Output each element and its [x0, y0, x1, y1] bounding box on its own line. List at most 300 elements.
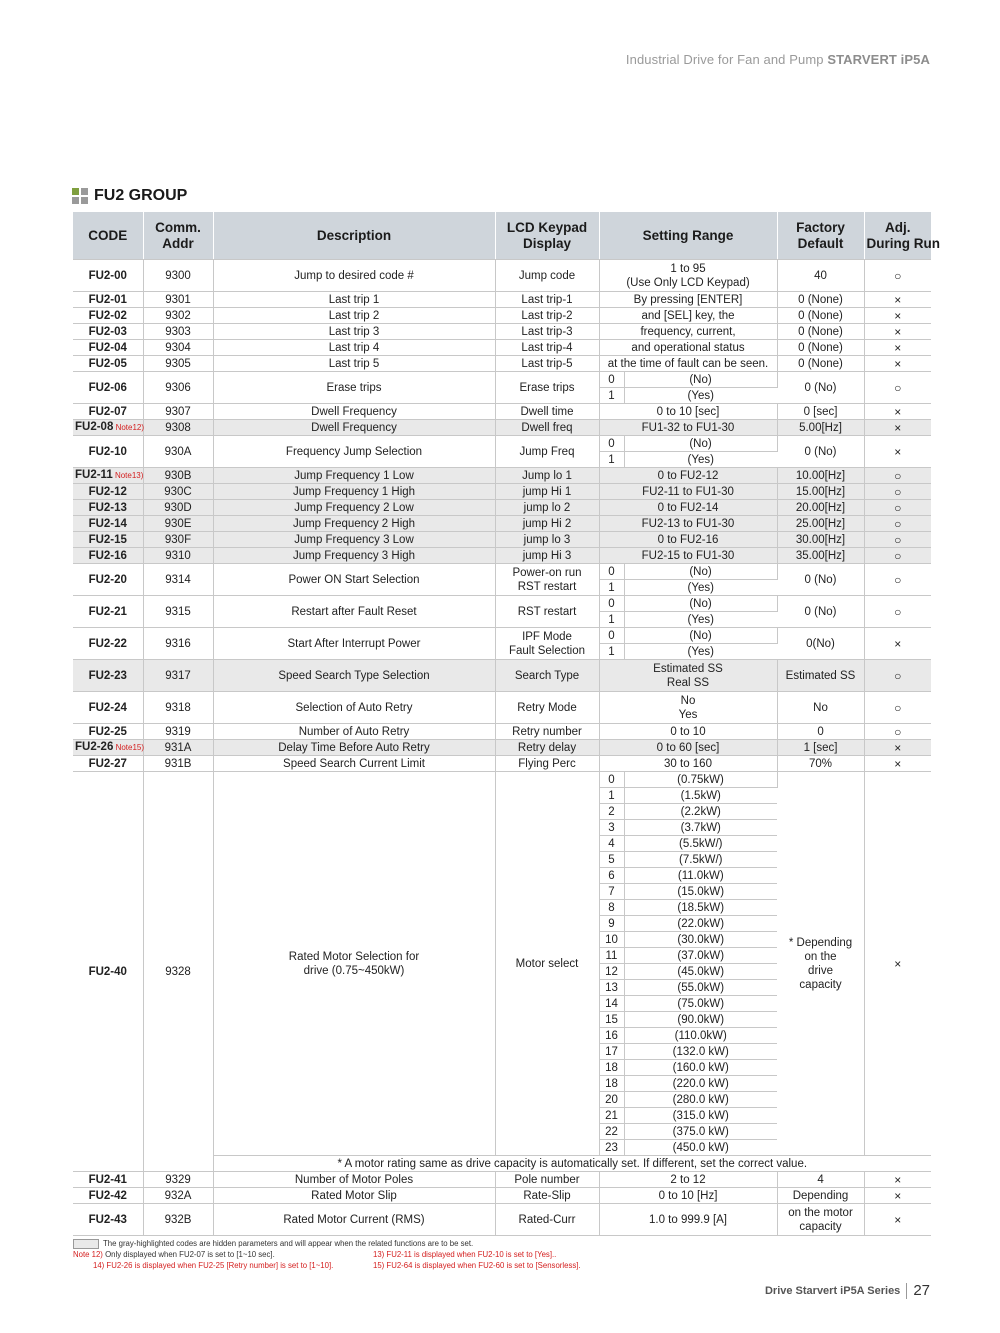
option-value: 4: [599, 836, 624, 852]
default-cell: 1 [sec]: [777, 740, 864, 756]
note-ref: Note13): [112, 471, 144, 480]
addr-cell: 9300: [143, 260, 213, 292]
code-cell: FU2-40: [73, 772, 143, 1172]
lcd-cell: Last trip-5: [495, 356, 599, 372]
option-value: 1: [599, 612, 624, 628]
option-value: 0: [599, 596, 624, 612]
parameter-table: [73, 212, 941, 1236]
range-cell: and operational status: [599, 340, 777, 356]
option-value: 18: [599, 1076, 624, 1092]
code-cell: FU2-06: [73, 372, 143, 404]
code-cell: FU2-24: [73, 692, 143, 724]
range-cell: 0 to FU2-14: [599, 500, 777, 516]
note12: Only displayed when FU2-07 is set to [1~10 sec].: [102, 1250, 275, 1259]
squares-icon: [72, 188, 88, 204]
range-cell: and [SEL] key, the: [599, 308, 777, 324]
default-cell: 0(No): [777, 628, 864, 660]
code-cell: FU2-43: [73, 1204, 143, 1236]
code-cell: FU2-15: [73, 532, 143, 548]
range-cell: Estimated SS Real SS: [599, 660, 777, 692]
code-cell: FU2-03: [73, 324, 143, 340]
default-cell: No: [777, 692, 864, 724]
option-value: 3: [599, 820, 624, 836]
gray-note: The gray-highlighted codes are hidden parameters and will appear when the related functions are to be set.: [103, 1239, 474, 1248]
option-value: 1: [599, 580, 624, 596]
table-row: [73, 564, 931, 580]
desc-cell: Speed Search Type Selection: [213, 660, 495, 692]
lcd-cell: RST restart: [495, 596, 599, 628]
adj-cell: ○: [864, 692, 931, 724]
table-row: [73, 292, 931, 308]
addr-cell: 9310: [143, 548, 213, 564]
option-value: 20: [599, 1092, 624, 1108]
addr-cell: 9306: [143, 372, 213, 404]
table-row: [73, 420, 931, 436]
adj-cell: ×: [864, 324, 931, 340]
desc-cell: Selection of Auto Retry: [213, 692, 495, 724]
footer-separator: [906, 1283, 907, 1299]
option-label: (450.0 kW): [624, 1140, 777, 1156]
lcd-cell: Motor select: [495, 772, 599, 1156]
col-adj: Adj. During Run: [864, 212, 931, 260]
lcd-cell: jump lo 2: [495, 500, 599, 516]
default-cell: 0 (None): [777, 356, 864, 372]
adj-cell: ○: [864, 500, 931, 516]
default-cell: 15.00[Hz]: [777, 484, 864, 500]
adj-cell: ○: [864, 724, 931, 740]
col-comm-addr: Comm. Addr: [143, 212, 213, 260]
adj-cell: ○: [864, 660, 931, 692]
addr-cell: 9329: [143, 1172, 213, 1188]
range-cell: 0 to 10 [Hz]: [599, 1188, 777, 1204]
code-cell: FU2-11 Note13): [73, 468, 143, 484]
code-cell: FU2-13: [73, 500, 143, 516]
option-value: 13: [599, 980, 624, 996]
option-value: 15: [599, 1012, 624, 1028]
table-row: [73, 724, 931, 740]
option-label: (Yes): [624, 580, 777, 596]
option-value: 9: [599, 916, 624, 932]
adj-cell: ×: [864, 308, 931, 324]
page-number: 27: [913, 1282, 930, 1299]
table-row: [73, 756, 931, 772]
range-cell: 1.0 to 999.9 [A]: [599, 1204, 777, 1236]
default-cell: 35.00[Hz]: [777, 548, 864, 564]
lcd-cell: Pole number: [495, 1172, 599, 1188]
col-code: CODE: [73, 212, 143, 260]
lcd-cell: Retry delay: [495, 740, 599, 756]
table-row: [73, 1188, 931, 1204]
adj-cell: ×: [864, 756, 931, 772]
lcd-cell: Jump lo 1: [495, 468, 599, 484]
option-label: (220.0 kW): [624, 1076, 777, 1092]
default-cell: Estimated SS: [777, 660, 864, 692]
option-label: (315.0 kW): [624, 1108, 777, 1124]
addr-cell: 9318: [143, 692, 213, 724]
option-value: 7: [599, 884, 624, 900]
range-cell: 0 to FU2-16: [599, 532, 777, 548]
option-label: (No): [624, 436, 777, 452]
default-cell: 0 (None): [777, 340, 864, 356]
option-label: (30.0kW): [624, 932, 777, 948]
desc-cell: Delay Time Before Auto Retry: [213, 740, 495, 756]
default-cell: 0 (None): [777, 292, 864, 308]
table-row: [73, 436, 931, 452]
option-value: 1: [599, 788, 624, 804]
code-cell: FU2-16: [73, 548, 143, 564]
option-label: (375.0 kW): [624, 1124, 777, 1140]
table-row: [73, 468, 931, 484]
option-value: 0: [599, 564, 624, 580]
adj-cell: ×: [864, 404, 931, 420]
option-label: (15.0kW): [624, 884, 777, 900]
lcd-cell: jump Hi 2: [495, 516, 599, 532]
desc-cell: Start After Interrupt Power: [213, 628, 495, 660]
code-cell: FU2-04: [73, 340, 143, 356]
option-label: (55.0kW): [624, 980, 777, 996]
option-label: (5.5kW/): [624, 836, 777, 852]
code-cell: FU2-26 Note15): [73, 740, 143, 756]
option-value: 16: [599, 1028, 624, 1044]
option-value: 5: [599, 852, 624, 868]
addr-cell: 931A: [143, 740, 213, 756]
option-label: (0.75kW): [624, 772, 777, 788]
code-cell: FU2-23: [73, 660, 143, 692]
addr-cell: 930D: [143, 500, 213, 516]
adj-cell: ○: [864, 516, 931, 532]
note-ref: Note15): [113, 743, 145, 752]
addr-cell: 930E: [143, 516, 213, 532]
option-value: 23: [599, 1140, 624, 1156]
range-cell: By pressing [ENTER]: [599, 292, 777, 308]
table-row: [73, 548, 931, 564]
option-value: 11: [599, 948, 624, 964]
range-cell: 0 to 10: [599, 724, 777, 740]
table-row: [73, 324, 931, 340]
addr-cell: 9308: [143, 420, 213, 436]
table-row: [73, 772, 931, 788]
addr-cell: 930C: [143, 484, 213, 500]
header-title-text: Industrial Drive for Fan and Pump: [625, 52, 828, 67]
adj-cell: ×: [864, 420, 931, 436]
lcd-cell: Last trip-2: [495, 308, 599, 324]
code-cell: FU2-05: [73, 356, 143, 372]
table-row: [73, 308, 931, 324]
default-cell: 4: [777, 1172, 864, 1188]
adj-cell: ×: [864, 1188, 931, 1204]
option-value: 1: [599, 388, 624, 404]
lcd-cell: Erase trips: [495, 372, 599, 404]
default-cell: 0 (No): [777, 596, 864, 628]
desc-cell: Last trip 5: [213, 356, 495, 372]
code-cell: FU2-14: [73, 516, 143, 532]
desc-cell: Jump Frequency 3 Low: [213, 532, 495, 548]
desc-cell: Erase trips: [213, 372, 495, 404]
option-label: (3.7kW): [624, 820, 777, 836]
option-value: 1: [599, 452, 624, 468]
option-value: 0: [599, 772, 624, 788]
desc-cell: Rated Motor Slip: [213, 1188, 495, 1204]
desc-cell: Dwell Frequency: [213, 404, 495, 420]
range-cell: FU2-11 to FU1-30: [599, 484, 777, 500]
code-cell: FU2-21: [73, 596, 143, 628]
header-title: [626, 52, 930, 67]
default-cell: 0 (No): [777, 436, 864, 468]
option-value: 0: [599, 628, 624, 644]
lcd-cell: Last trip-3: [495, 324, 599, 340]
option-value: 17: [599, 1044, 624, 1060]
gray-swatch: [73, 1239, 99, 1249]
default-cell: 5.00[Hz]: [777, 420, 864, 436]
option-value: 10: [599, 932, 624, 948]
addr-cell: 9307: [143, 404, 213, 420]
adj-cell: ○: [864, 548, 931, 564]
footer-series: Drive Starvert iP5A Series: [764, 1284, 901, 1297]
range-cell: FU2-13 to FU1-30: [599, 516, 777, 532]
default-cell: * Depending on the drive capacity: [777, 772, 864, 1156]
addr-cell: 9314: [143, 564, 213, 596]
option-label: (Yes): [624, 612, 777, 628]
addr-cell: 9317: [143, 660, 213, 692]
lcd-cell: jump Hi 1: [495, 484, 599, 500]
code-cell: FU2-08 Note12): [73, 420, 143, 436]
desc-cell: Last trip 3: [213, 324, 495, 340]
default-cell: 0 (No): [777, 564, 864, 596]
code-cell: FU2-10: [73, 436, 143, 468]
desc-cell: Speed Search Current Limit: [213, 756, 495, 772]
note15: 15) FU2-64 is displayed when FU2-60 is set to [Sensorless].: [373, 1261, 581, 1270]
addr-cell: 9304: [143, 340, 213, 356]
addr-cell: 9319: [143, 724, 213, 740]
col-factory-default: Factory Default: [777, 212, 864, 260]
table-row: [73, 340, 931, 356]
desc-cell: Number of Auto Retry: [213, 724, 495, 740]
range-cell: frequency, current,: [599, 324, 777, 340]
lcd-cell: Power-on run RST restart: [495, 564, 599, 596]
motor-note: * A motor rating same as drive capacity is automatically set. If different, set the correct value.: [213, 1156, 931, 1172]
option-label: (22.0kW): [624, 916, 777, 932]
default-cell: 0 (None): [777, 324, 864, 340]
default-cell: on the motor capacity: [777, 1204, 864, 1236]
lcd-cell: Flying Perc: [495, 756, 599, 772]
option-value: 6: [599, 868, 624, 884]
section-title: [72, 187, 187, 205]
lcd-cell: Retry Mode: [495, 692, 599, 724]
option-label: (1.5kW): [624, 788, 777, 804]
lcd-cell: Last trip-1: [495, 292, 599, 308]
addr-cell: 9315: [143, 596, 213, 628]
option-label: (160.0 kW): [624, 1060, 777, 1076]
adj-cell: ×: [864, 1172, 931, 1188]
desc-cell: Jump Frequency 1 High: [213, 484, 495, 500]
option-value: 2: [599, 804, 624, 820]
option-label: (Yes): [624, 388, 777, 404]
adj-cell: ○: [864, 484, 931, 500]
option-label: (18.5kW): [624, 900, 777, 916]
option-label: (No): [624, 596, 777, 612]
code-cell: FU2-01: [73, 292, 143, 308]
section-title-text: FU2 GROUP: [94, 187, 188, 204]
option-label: (Yes): [624, 452, 777, 468]
default-cell: 0 (No): [777, 372, 864, 404]
adj-cell: ○: [864, 260, 931, 292]
default-cell: Depending: [777, 1188, 864, 1204]
code-cell: FU2-12: [73, 484, 143, 500]
desc-cell: Rated Motor Current (RMS): [213, 1204, 495, 1236]
range-cell: 1 to 95 (Use Only LCD Keypad): [599, 260, 777, 292]
desc-cell: Rated Motor Selection for drive (0.75~450kW): [213, 772, 495, 1156]
table-row: [73, 484, 931, 500]
lcd-cell: Last trip-4: [495, 340, 599, 356]
range-cell: at the time of fault can be seen.: [599, 356, 777, 372]
option-value: 14: [599, 996, 624, 1012]
table-row: [73, 628, 931, 644]
code-cell: FU2-00: [73, 260, 143, 292]
note12-label: Note 12): [73, 1250, 103, 1259]
footer: [765, 1282, 930, 1299]
code-cell: FU2-42: [73, 1188, 143, 1204]
adj-cell: ○: [864, 468, 931, 484]
adj-cell: ○: [864, 564, 931, 596]
default-cell: 20.00[Hz]: [777, 500, 864, 516]
lcd-cell: Retry number: [495, 724, 599, 740]
desc-cell: Restart after Fault Reset: [213, 596, 495, 628]
default-cell: 10.00[Hz]: [777, 468, 864, 484]
adj-cell: ×: [864, 628, 931, 660]
desc-cell: Jump Frequency 1 Low: [213, 468, 495, 484]
lcd-cell: Rate-Slip: [495, 1188, 599, 1204]
option-label: (132.0 kW): [624, 1044, 777, 1060]
option-label: (37.0kW): [624, 948, 777, 964]
default-cell: 0: [777, 724, 864, 740]
addr-cell: 930B: [143, 468, 213, 484]
desc-cell: Jump to desired code #: [213, 260, 495, 292]
lcd-cell: Jump Freq: [495, 436, 599, 468]
addr-cell: 9305: [143, 356, 213, 372]
default-cell: 0 [sec]: [777, 404, 864, 420]
addr-cell: 9302: [143, 308, 213, 324]
range-cell: 30 to 160: [599, 756, 777, 772]
table-header-row: [73, 212, 931, 260]
range-cell: 2 to 12: [599, 1172, 777, 1188]
note13: 13) FU2-11 is displayed when FU2-10 is set to [Yes]..: [373, 1250, 557, 1259]
note14: 14) FU2-26 is displayed when FU2-25 [Retry number] is set to [1~10].: [93, 1261, 334, 1270]
col-setting-range: Setting Range: [599, 212, 777, 260]
desc-cell: Jump Frequency 2 Low: [213, 500, 495, 516]
option-label: (No): [624, 628, 777, 644]
table-row: [73, 404, 931, 420]
desc-cell: Last trip 1: [213, 292, 495, 308]
code-cell: FU2-22: [73, 628, 143, 660]
lcd-cell: IPF Mode Fault Selection: [495, 628, 599, 660]
code-cell: FU2-02: [73, 308, 143, 324]
note-ref: Note12): [113, 423, 145, 432]
desc-cell: Last trip 2: [213, 308, 495, 324]
lcd-cell: jump lo 3: [495, 532, 599, 548]
option-label: (No): [624, 564, 777, 580]
option-value: 0: [599, 436, 624, 452]
addr-cell: 9316: [143, 628, 213, 660]
addr-cell: 931B: [143, 756, 213, 772]
table-row: [73, 260, 931, 292]
desc-cell: Last trip 4: [213, 340, 495, 356]
table-row: [73, 532, 931, 548]
lcd-cell: Dwell time: [495, 404, 599, 420]
option-value: 21: [599, 1108, 624, 1124]
range-cell: 0 to FU2-12: [599, 468, 777, 484]
range-cell: No Yes: [599, 692, 777, 724]
addr-cell: 930F: [143, 532, 213, 548]
desc-cell: Jump Frequency 2 High: [213, 516, 495, 532]
adj-cell: ×: [864, 340, 931, 356]
desc-cell: Number of Motor Poles: [213, 1172, 495, 1188]
adj-cell: ×: [864, 436, 931, 468]
default-cell: 0 (None): [777, 308, 864, 324]
footnotes: [73, 1238, 581, 1271]
lcd-cell: Dwell freq: [495, 420, 599, 436]
option-label: (No): [624, 372, 777, 388]
adj-cell: ×: [864, 772, 931, 1156]
adj-cell: ×: [864, 740, 931, 756]
lcd-cell: Rated-Curr: [495, 1204, 599, 1236]
addr-cell: 9301: [143, 292, 213, 308]
lcd-cell: Jump code: [495, 260, 599, 292]
default-cell: 40: [777, 260, 864, 292]
addr-cell: 932B: [143, 1204, 213, 1236]
default-cell: 25.00[Hz]: [777, 516, 864, 532]
desc-cell: Power ON Start Selection: [213, 564, 495, 596]
option-label: (11.0kW): [624, 868, 777, 884]
lcd-cell: Search Type: [495, 660, 599, 692]
option-value: 1: [599, 644, 624, 660]
desc-cell: Jump Frequency 3 High: [213, 548, 495, 564]
option-value: 18: [599, 1060, 624, 1076]
table-row: [73, 356, 931, 372]
adj-cell: ×: [864, 356, 931, 372]
option-label: (7.5kW/): [624, 852, 777, 868]
desc-cell: Dwell Frequency: [213, 420, 495, 436]
header-title-bold: STARVERT iP5A: [827, 52, 930, 67]
option-label: (110.0kW): [624, 1028, 777, 1044]
option-value: 8: [599, 900, 624, 916]
option-label: (2.2kW): [624, 804, 777, 820]
table-row: [73, 516, 931, 532]
table-row: [73, 500, 931, 516]
table-row: [73, 1204, 931, 1236]
option-label: (280.0 kW): [624, 1092, 777, 1108]
addr-cell: 9328: [143, 772, 213, 1172]
code-cell: FU2-41: [73, 1172, 143, 1188]
table-row: [73, 372, 931, 388]
desc-cell: Frequency Jump Selection: [213, 436, 495, 468]
table-row: [73, 692, 931, 724]
col-description: Description: [213, 212, 495, 260]
col-lcd: LCD Keypad Display: [495, 212, 599, 260]
addr-cell: 930A: [143, 436, 213, 468]
default-cell: 30.00[Hz]: [777, 532, 864, 548]
table-row: [73, 740, 931, 756]
adj-cell: ○: [864, 372, 931, 404]
addr-cell: 932A: [143, 1188, 213, 1204]
adj-cell: ○: [864, 532, 931, 548]
option-label: (Yes): [624, 644, 777, 660]
adj-cell: ○: [864, 596, 931, 628]
addr-cell: 9303: [143, 324, 213, 340]
table-row: [73, 660, 931, 692]
code-cell: FU2-20: [73, 564, 143, 596]
adj-cell: ×: [864, 1204, 931, 1236]
table-row: [73, 596, 931, 612]
